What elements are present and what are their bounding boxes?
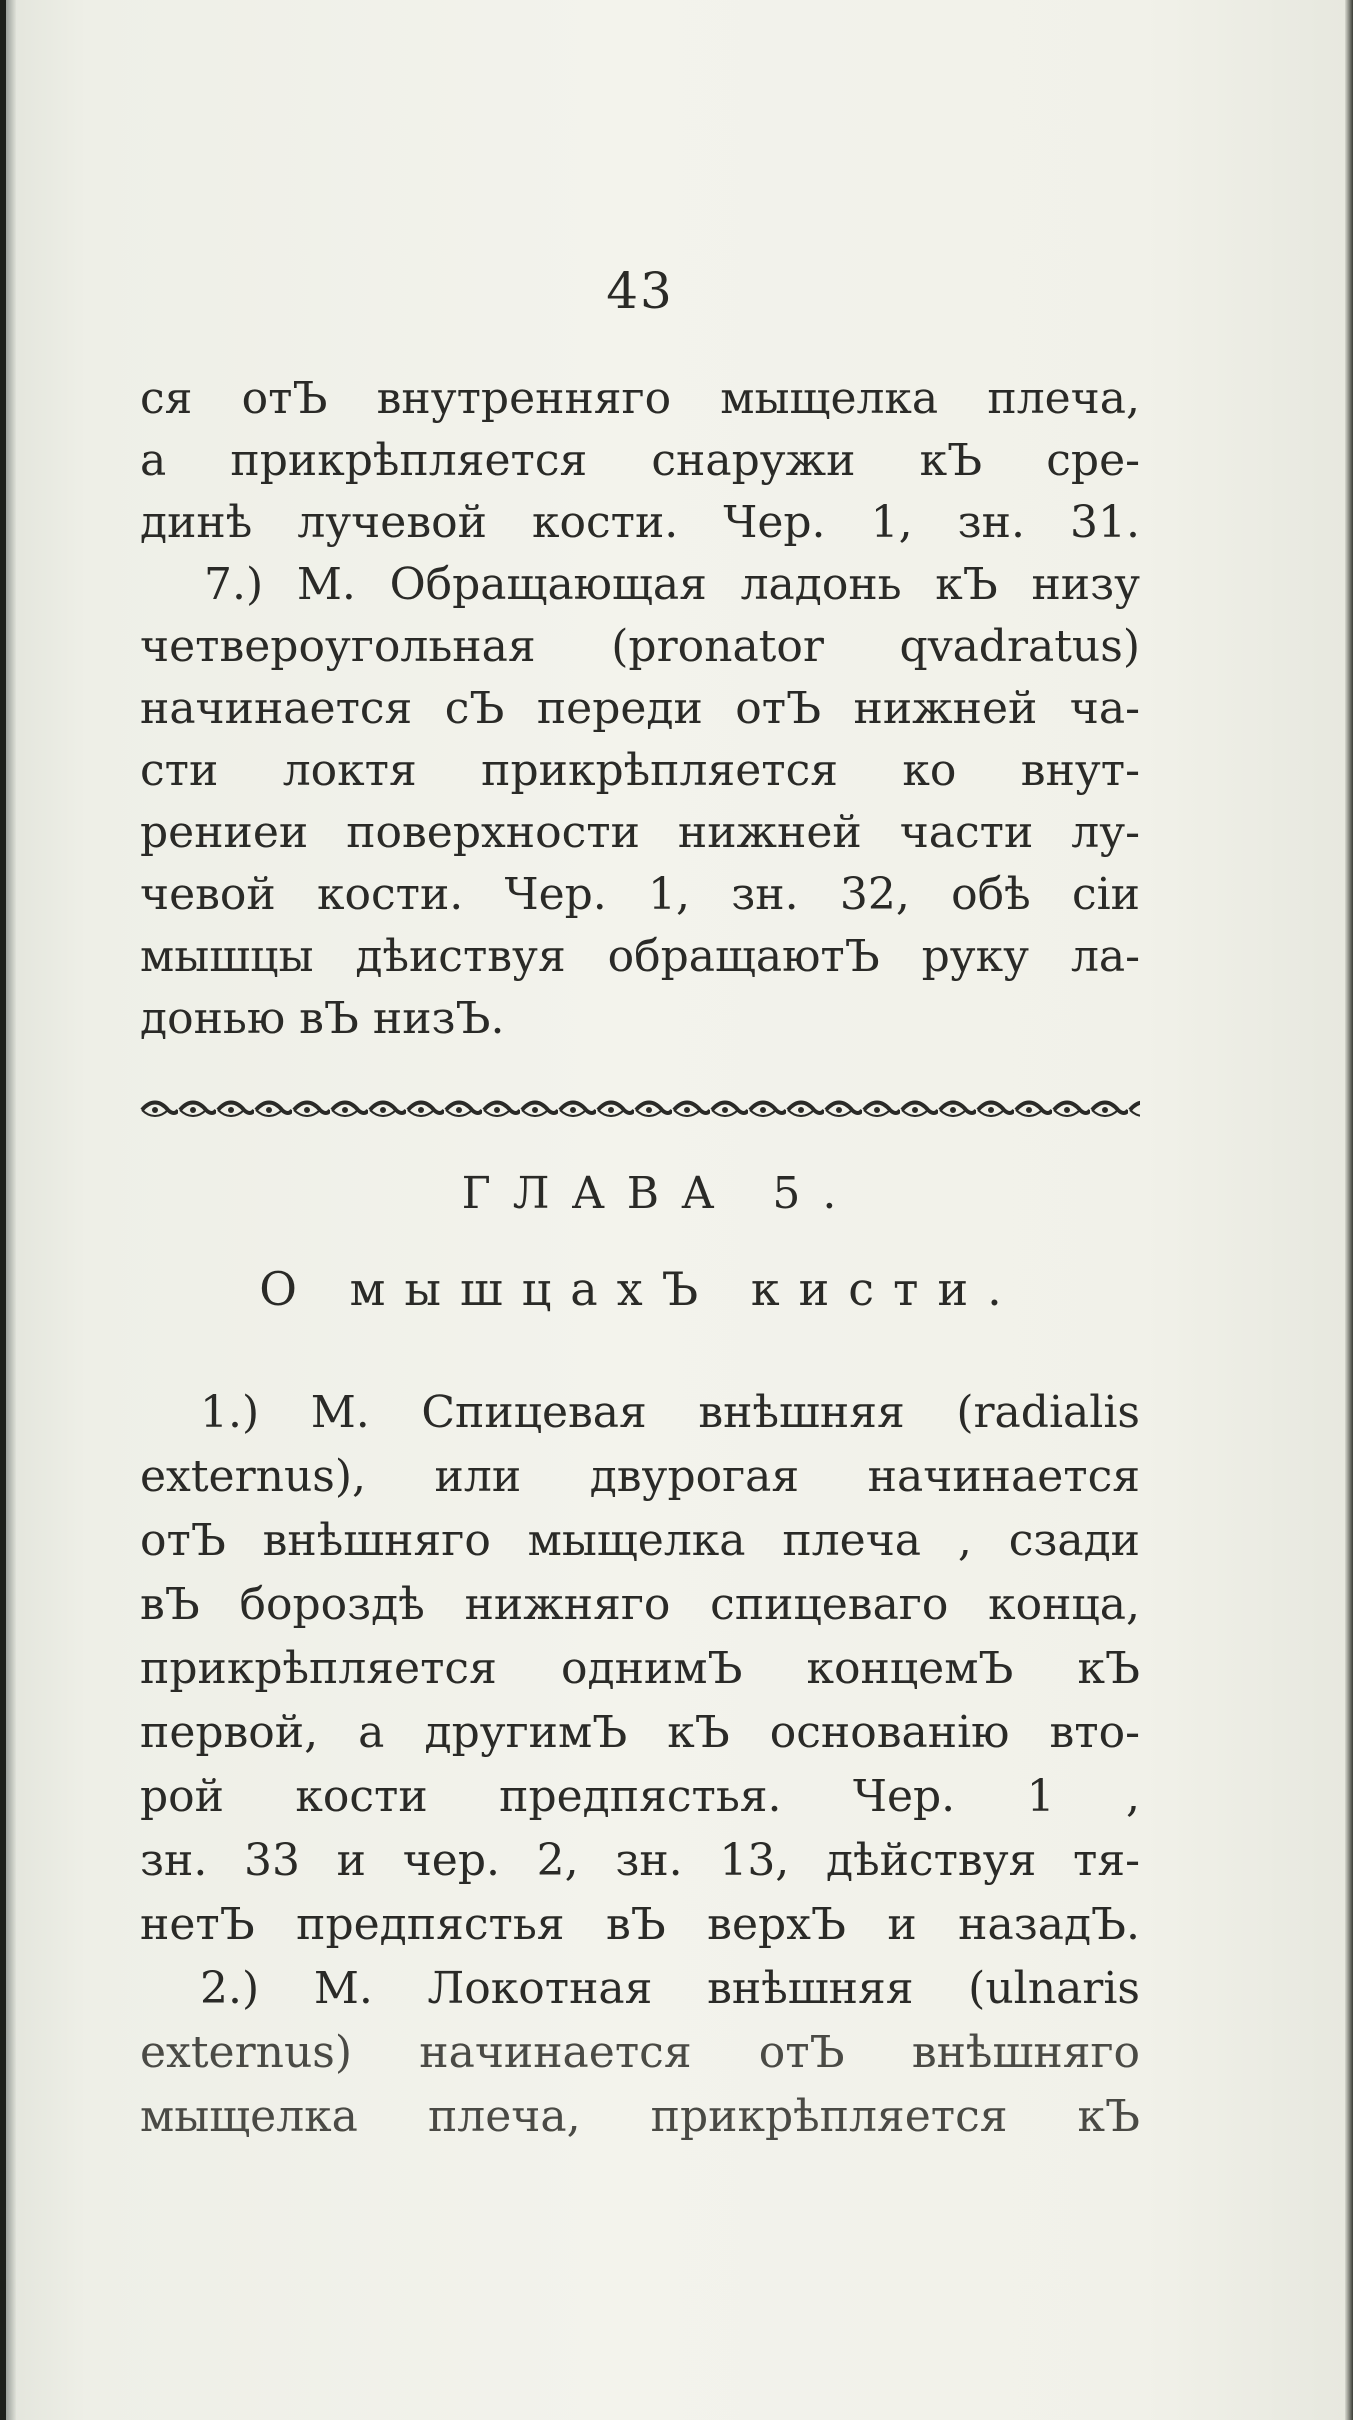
text-line: мыщелка плеча, прикрѣпляется кЪ xyxy=(140,2091,1140,2142)
text-line: чевой кости. Чер. 1, зн. 32, обѣ сіи xyxy=(140,869,1140,920)
ornamental-divider xyxy=(140,1098,1140,1122)
text-line: externus) начинается отЪ внѣшняго xyxy=(140,2027,1140,2078)
text-line: прикрѣпляется однимЪ концемЪ кЪ xyxy=(140,1643,1140,1694)
text-line: а прикрѣпляется снаружи кЪ сре- xyxy=(140,435,1140,486)
text-line: донью вЪ низЪ. xyxy=(140,993,505,1044)
text-line: вЪ бороздѣ нижняго спицеваго конца, xyxy=(140,1579,1140,1630)
text-line: рениеи поверхности нижней части лу- xyxy=(140,807,1140,858)
text-line: 2.) М. Локотная внѣшняя (ulnaris xyxy=(200,1963,1140,2014)
text-line: сти локтя прикрѣпляется ко внут- xyxy=(140,745,1140,796)
text-line: 1.) М. Спицевая внѣшняя (radialis xyxy=(200,1387,1140,1438)
text-line: мышцы дѣиствуя обращаютЪ руку ла- xyxy=(140,931,1140,982)
text-line: зн. 33 и чер. 2, зн. 13, дѣйствуя тя- xyxy=(140,1835,1140,1886)
text-line: ся отЪ внутренняго мыщелка плеча, xyxy=(140,373,1140,424)
text-line: 7.) М. Обращающая ладонь кЪ низу xyxy=(204,559,1140,610)
text-line: начинается сЪ переди отЪ нижней ча- xyxy=(140,683,1140,734)
page-right-edge xyxy=(1345,0,1353,2420)
text-line: рой кости предпястья. Чер. 1 , xyxy=(140,1771,1140,1822)
page-number: 43 xyxy=(606,262,674,320)
chapter-subtitle: О мышцахЪ кисти. xyxy=(259,1262,1021,1316)
page-left-edge xyxy=(6,0,16,2420)
text-line: динѣ лучевой кости. Чер. 1, зн. 31. xyxy=(140,497,1140,548)
text-line: четвероугольная (pronator qvadratus) xyxy=(140,621,1140,672)
chapter-title: ГЛАВА 5. xyxy=(461,1168,859,1219)
text-line: отЪ внѣшняго мыщелка плеча , сзади xyxy=(140,1515,1140,1566)
text-line: первой, а другимЪ кЪ основанію вто- xyxy=(140,1707,1140,1758)
text-line: нетЪ предпястья вЪ верхЪ и назадЪ. xyxy=(140,1899,1140,1950)
text-line: externus), или двурогая начинается xyxy=(140,1451,1140,1502)
